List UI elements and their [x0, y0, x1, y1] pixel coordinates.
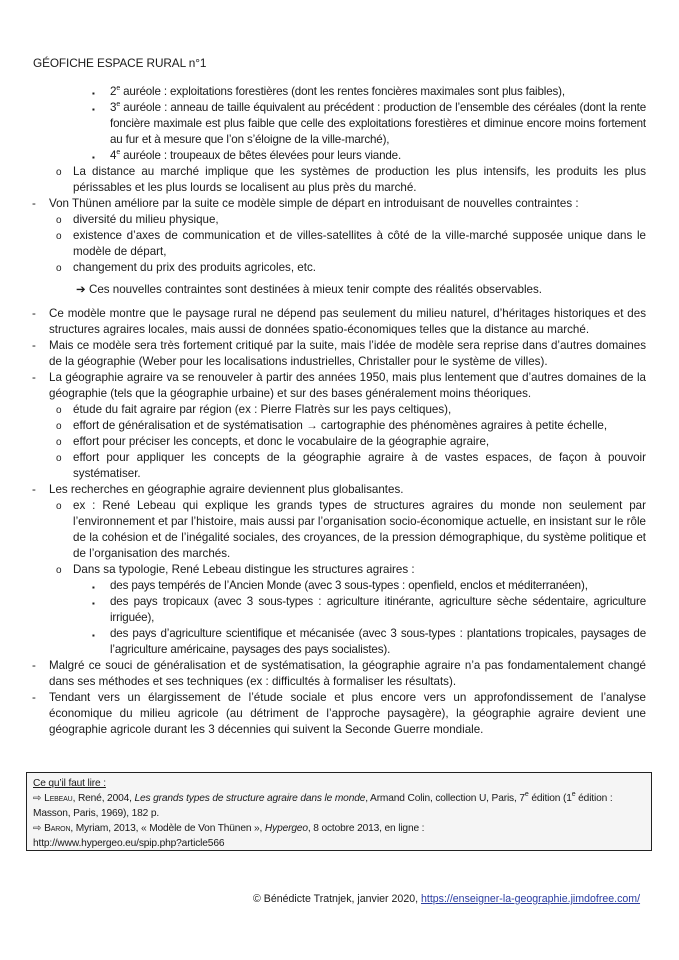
conclusion-line: ➔ Ces nouvelles contraintes sont destinées à mieux tenir compte des réalités observables. [76, 283, 542, 296]
list-item: - Malgré ce souci de généralisation et de systématisation, la géographie agraire n’a pas fondamentalement changé dans ses méthodes et ses techniques (ex : difficultés à formaliser les résultats). [32, 659, 646, 688]
list-item: - Tendant vers un élargissement de l’étude sociale et plus encore vers un approfondissement de l’analyse économique du milieu agricole (au détriment de l’approche paysagère), la géographie agraire devient une géographie agricole durant les 3 décennies qui suivent la Seconde Guerre mondiale. [32, 691, 646, 736]
dash-bullet-icon: - [32, 659, 36, 672]
list-item: - La géographie agraire va se renouveler à partir des années 1950, mais plus lentement que d’autres domaines de la géographie (tels que la géographie urbaine) et sur des bases généralement moins théoriques. [32, 371, 646, 400]
references-heading: Ce qu’il faut lire : [33, 778, 106, 789]
circle-bullet-icon: o [56, 437, 62, 448]
circle-bullet-icon: o [56, 263, 62, 274]
list-item: - Ce modèle montre que le paysage rural ne dépend pas seulement du milieu naturel, d’héritages historiques et des structures agraires locales, mais aussi de données spatio-économiques telles que la distance au marché. [32, 307, 646, 336]
circle-bullet-icon: o [56, 405, 62, 416]
dash-bullet-icon: - [32, 691, 36, 704]
list-item-constraint: o existence d’axes de communication et de villes-satellites à côté de la ville-marché supposée unique dans le modèle de départ, [56, 229, 646, 258]
document-body [0, 84, 679, 738]
circle-bullet-icon: o [56, 167, 62, 178]
dash-bullet-icon: - [32, 307, 36, 320]
arrow-right-icon: ➔ [76, 283, 86, 296]
list-item-globalisantes: - Les recherches en géographie agraire deviennent plus globalisantes. [32, 483, 404, 496]
list-item-aureole-3: ▪ 3e auréole : anneau de taille équivalent au précédent : production de l’ensemble des céréales (dont la rente foncière maximale est plus faible que celle des exploitations forestières et diminue encore moins fortement au fur et à mesure que l’on s’éloigne de la ville-marché), [92, 101, 646, 146]
reference-arrow-icon: ⇨ [33, 823, 42, 834]
list-item-distance: o La distance au marché implique que les systèmes de production les plus intensifs, les produits les plus périssables et les plus lourds se localisent au plus près du marché. [56, 165, 646, 194]
square-bullet-icon: ▪ [92, 631, 95, 640]
footer-link[interactable]: https://enseigner-la-geographie.jimdofree.com/ [420, 893, 641, 905]
circle-bullet-icon: o [56, 215, 62, 226]
references-box [26, 772, 652, 851]
footer-credit: © Bénédicte Tratnjek, janvier 2020, https://enseigner-la-geographie.jimdofree.com/ [253, 893, 641, 905]
square-bullet-icon: ▪ [92, 89, 95, 98]
list-item: - Mais ce modèle sera très fortement critiqué par la suite, mais l’idée de modèle sera reprise dans d’autres domaines de la géographie (Weber pour les localisations industrielles, Christaller pour le système de villes). [32, 339, 646, 368]
list-item-renewal: o effort pour préciser les concepts, et donc le vocabulaire de la géographie agraire, [73, 434, 646, 450]
circle-bullet-icon: o [56, 231, 62, 242]
reference-lebeau: ⇨ Lebeau, René, 2004, Les grands types de structure agraire dans le monde, Armand Colin, collection U, Paris, 7e édition (1e édition : Masson, Paris, 1969), 182 p. [33, 791, 613, 819]
reference-url[interactable]: http://www.hypergeo.eu/spip.php?article566 [33, 838, 225, 849]
list-item-lebeau-example: o ex : René Lebeau qui explique les grands types de structures agraires du monde non seulement par l’environnement et par l’histoire, mais aussi par l’organisation socio-économique actuelle, en insistant sur le rôle de la cohésion et de l’inégalité sociales, des croyances, de la pression démographique, du système politique et de l’organisation des marchés. [56, 499, 646, 560]
page-title: GÉOFICHE ESPACE RURAL n°1 [33, 56, 207, 70]
list-item-typologie-type: ▪ des pays tropicaux (avec 3 sous-types : agriculture itinérante, agriculture sèche sédentaire, agriculture irriguée), [92, 595, 646, 624]
dash-bullet-icon: - [32, 483, 36, 496]
list-item-renewal: o effort de généralisation et de systématisation → cartographie des phénomènes agraires à petite échelle, [73, 418, 646, 434]
dash-bullet-icon: - [32, 197, 36, 210]
square-bullet-icon: ▪ [92, 153, 95, 162]
square-bullet-icon: ▪ [92, 599, 95, 608]
circle-bullet-icon: o [56, 565, 62, 576]
dash-bullet-icon: - [32, 339, 36, 352]
reference-baron: ⇨ Baron, Myriam, 2013, « Modèle de Von Thünen », Hypergeo, 8 octobre 2013, en ligne : http://www.hypergeo.eu/spip.php?article566 [33, 821, 645, 851]
list-item-renewal: o étude du fait agraire par région (ex : Pierre Flatrès sur les pays celtiques), [73, 402, 646, 418]
circle-bullet-icon: o [56, 421, 62, 432]
square-bullet-icon: ▪ [92, 583, 95, 592]
circle-bullet-icon: o [56, 501, 62, 512]
dash-bullet-icon: - [32, 371, 36, 384]
list-item-aureole-2: ▪ 2e auréole : exploitations forestières (dont les rentes foncières maximales sont plus faibles), [110, 84, 646, 100]
list-item-typologie-type: ▪ des pays tempérés de l’Ancien Monde (avec 3 sous-types : openfield, enclos et méditerranéen), [110, 578, 646, 594]
square-bullet-icon: ▪ [92, 105, 95, 114]
circle-bullet-icon: o [56, 453, 62, 464]
list-item-constraint: o changement du prix des produits agricoles, etc. [73, 260, 646, 276]
reference-arrow-icon: ⇨ [33, 793, 42, 804]
list-item-renewal: o effort pour appliquer les concepts de la géographie agraire à de vastes espaces, de façon à pouvoir systématiser. [56, 451, 646, 480]
list-item-constraint: o diversité du milieu physique, [73, 212, 646, 228]
list-item-aureole-4: ▪ 4e auréole : troupeaux de bêtes élevées pour leurs viande. [110, 148, 646, 164]
list-item-von-thunen: - Von Thünen améliore par la suite ce modèle simple de départ en introduisant de nouvelles contraintes : [32, 197, 579, 210]
list-item-typologie-type: ▪ des pays d’agriculture scientifique et mécanisée (avec 3 sous-types : plantations tropicales, paysages de l’agriculture américaine, paysages des pays socialistes). [92, 627, 646, 656]
list-item-typologie: o Dans sa typologie, René Lebeau distingue les structures agraires : [73, 562, 646, 578]
